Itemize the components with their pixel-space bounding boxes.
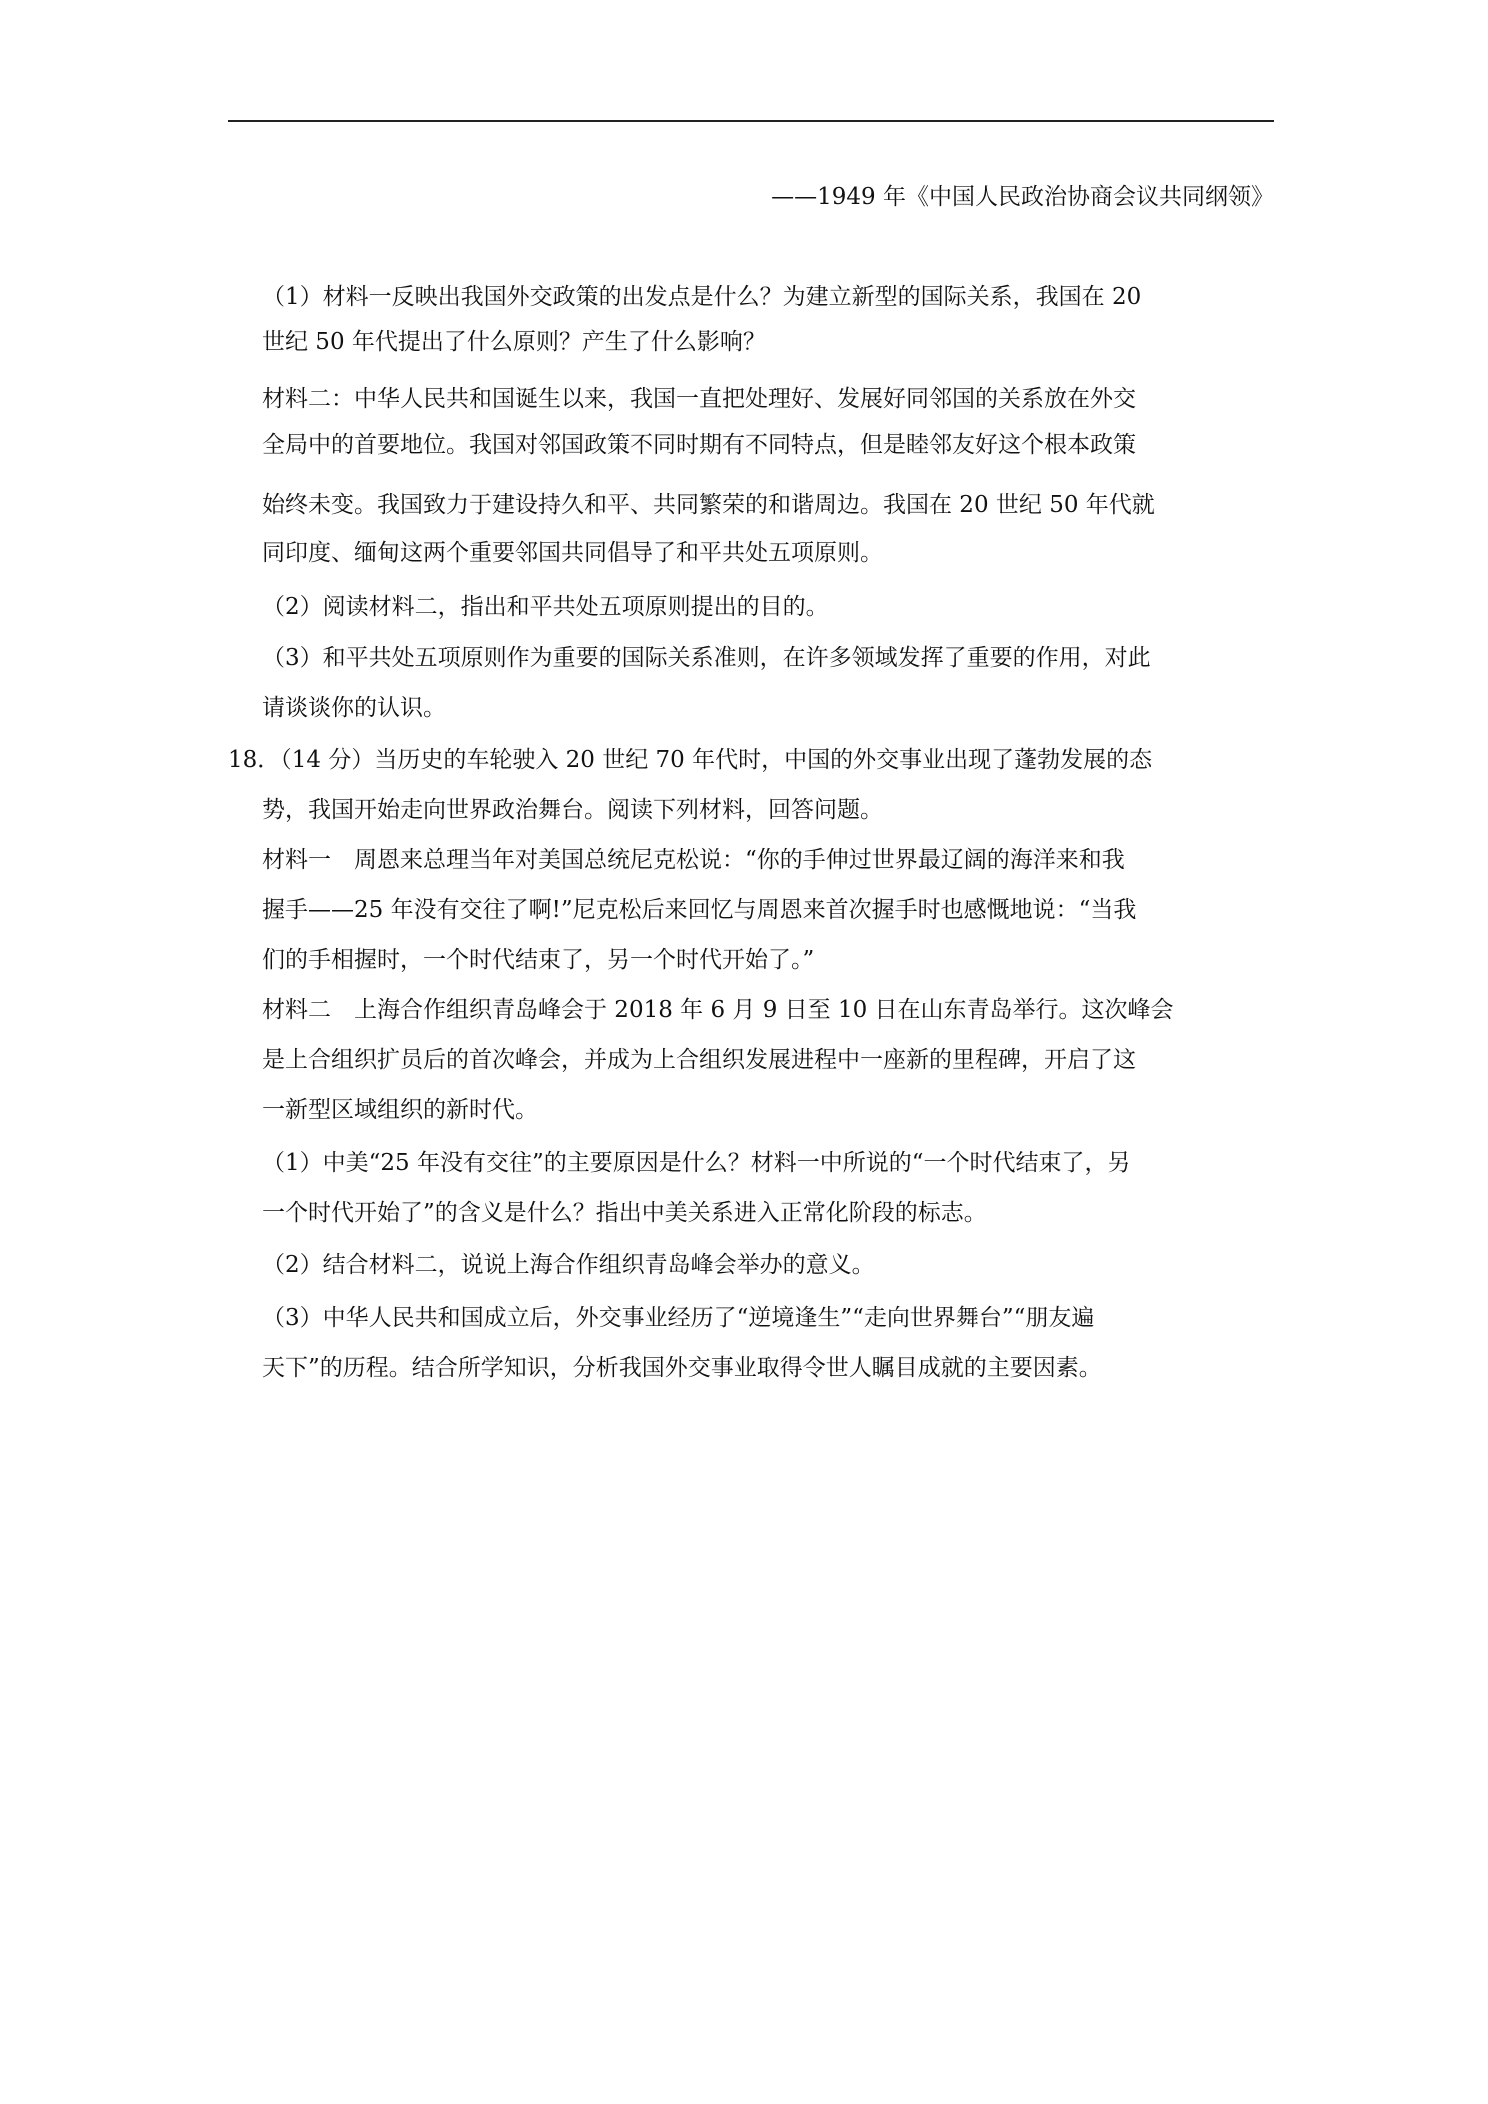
q18-material-1-line-1: 材料一 周恩来总理当年对美国总统尼克松说：“你的手伸过世界最辽阔的海洋来和我 — [262, 847, 1125, 873]
q17-subquestion-2: （2）阅读材料二，指出和平共处五项原则提出的目的。 — [262, 594, 829, 620]
q17-subquestion-3-line-1: （3）和平共处五项原则作为重要的国际关系准则，在许多领域发挥了重要的作用，对此 — [262, 645, 1151, 671]
q18-material-2-line-1: 材料二 上海合作组织青岛峰会于 2018 年 6 月 9 日至 10 日在山东青岛举行。这次峰会 — [262, 997, 1174, 1023]
q18-material-2-line-2: 是上合组织扩员后的首次峰会，并成为上合组织发展进程中一座新的里程碑，开启了这 — [262, 1047, 1136, 1073]
q17-material-2-line-3: 始终未变。我国致力于建设持久和平、共同繁荣的和谐周边。我国在 20 世纪 50 年代就 — [262, 492, 1155, 518]
q17-subquestion-3-line-2: 请谈谈你的认识。 — [262, 695, 446, 721]
source-citation: ——1949 年《中国人民政治协商会议共同纲领》 — [771, 184, 1274, 210]
q17-material-2-line-4: 同印度、缅甸这两个重要邻国共同倡导了和平共处五项原则。 — [262, 540, 883, 566]
q17-material-2-line-1: 材料二：中华人民共和国诞生以来，我国一直把处理好、发展好同邻国的关系放在外交 — [262, 386, 1136, 412]
header-rule — [228, 120, 1274, 122]
q18-material-2-line-3: 一新型区域组织的新时代。 — [262, 1097, 538, 1123]
q17-subquestion-1-line-1: （1）材料一反映出我国外交政策的出发点是什么？为建立新型的国际关系，我国在 20 — [262, 284, 1142, 310]
q18-intro-line-1: 18．（14 分）当历史的车轮驶入 20 世纪 70 年代时，中国的外交事业出现了蓬勃发展的态 — [228, 747, 1153, 773]
q18-material-1-line-3: 们的手相握时，一个时代结束了，另一个时代开始了。” — [262, 947, 815, 973]
q18-intro-line-2: 势，我国开始走向世界政治舞台。阅读下列材料，回答问题。 — [262, 797, 883, 823]
q18-material-1-line-2: 握手——25 年没有交往了啊!”尼克松后来回忆与周恩来首次握手时也感慨地说：“当我 — [262, 897, 1137, 923]
q17-material-2-line-2: 全局中的首要地位。我国对邻国政策不同时期有不同特点，但是睦邻友好这个根本政策 — [262, 432, 1136, 458]
q18-subquestion-3-line-2: 天下”的历程。结合所学知识，分析我国外交事业取得令世人瞩目成就的主要因素。 — [262, 1355, 1102, 1381]
q18-subquestion-1-line-2: 一个时代开始了”的含义是什么？指出中美关系进入正常化阶段的标志。 — [262, 1200, 987, 1226]
q18-subquestion-2: （2）结合材料二，说说上海合作组织青岛峰会举办的意义。 — [262, 1252, 875, 1278]
q18-subquestion-3-line-1: （3）中华人民共和国成立后，外交事业经历了“逆境逢生”“走向世界舞台”“朋友遍 — [262, 1305, 1095, 1331]
q18-subquestion-1-line-1: （1）中美“25 年没有交往”的主要原因是什么？材料一中所说的“一个时代结束了，另 — [262, 1150, 1131, 1176]
q17-subquestion-1-line-2: 世纪 50 年代提出了什么原则？产生了什么影响？ — [262, 329, 766, 355]
